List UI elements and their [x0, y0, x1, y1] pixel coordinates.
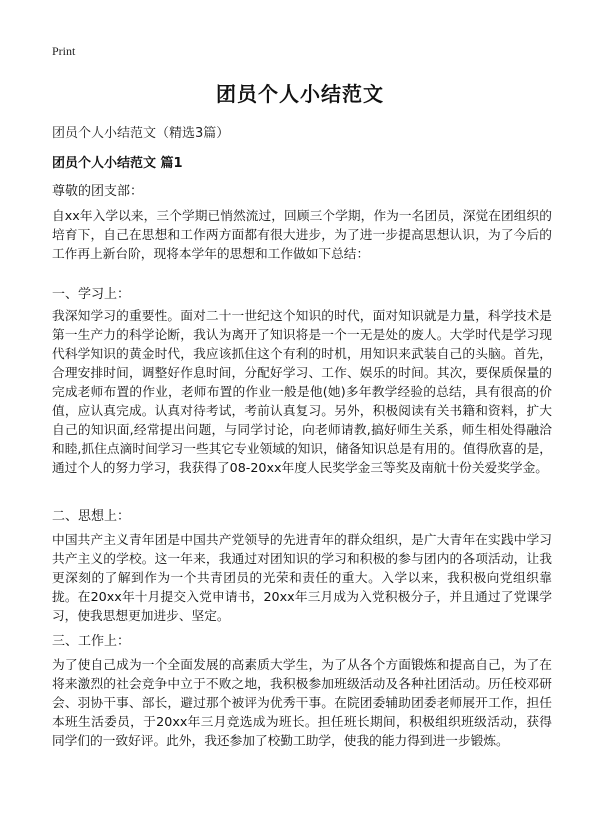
section-text-thought: 中国共产主义青年团是中国共产党领导的先进青年的群众组织，是广大青年在实践中学习共产主义的学校。这一年来，我通过对团知识的学习和积极的参与团内的各项活动，让我更深刻的了解到作为一个共青团员的光荣和责任的重大。入学以来，我积极向党组织靠拢。在20xx年十月提交入党申请书，20xx年三月成为入党积极分子，并且通过了党课学习，使我思想更加进步、坚定。: [52, 532, 552, 623]
section-text-study: 我深知学习的重要性。面对二十一世纪这个知识的时代，面对知识就是力量，科学技术是第一生产力的科学论断，我认为离开了知识将是一个一无是处的废人。大学时代是学习现代科学知识的黄金时代，我应该抓住这个有利的时机，用知识来武装自己的头脑。首先，合理安排时间，调整好作息时间，分配好学习、工作、娱乐的时间。其次，要保质保量的完成老师布置的作业，老师布置的作业一般是他(她)多年教学经验的总结，具有很高的价值，应认真完成。认真对待考试，考前认真复习。另外，积极阅读有关书籍和资料，扩大自己的知识面,经常提出问题，与同学讨论，向老师请教,搞好师生关系，师生相处得融洽和睦,抓住点滴时间学习一些其它专业领域的知识，储备知识总是有用的。值得欣喜的是，通过个人的努力学习，我获得了08-20xx年度人民奖学金三等奖及南航十份关爱奖学金。: [52, 308, 552, 475]
section-heading-thought: 二、思想上：: [52, 509, 131, 524]
section-heading-study: 一、学习上：: [52, 287, 131, 302]
print-link[interactable]: Print: [52, 44, 76, 58]
document-subtitle: 团员个人小结范文（精选3篇）: [52, 126, 230, 141]
section-text-work: 为了使自己成为一个全面发展的高素质大学生，为了从各个方面锻炼和提高自己，为了在将来激烈的社会竞争中立于不败之地，我积极参加班级活动及各种社团活动。历任校邓研会、羽协干事、部长，避过那个被评为优秀干事。在院团委辅助团委老师展开工作，担任本班生活委员，于20xx年三月竞选成为班长。担任班长期间，积极组织班级活动，获得同学们的一致好评。此外，我还参加了校勤工助学，使我的能力得到进一步锻炼。: [52, 657, 552, 748]
greeting: 尊敬的团支部：: [52, 184, 144, 199]
article-heading: 团员个人小结范文 篇1: [52, 156, 183, 171]
section-heading-work: 三、工作上：: [52, 634, 131, 649]
page-title: 团员个人小结范文: [216, 82, 384, 106]
intro-paragraph: 自xx年入学以来，三个学期已悄然流过，回顾三个学期，作为一名团员，深觉在团组织的培育下，自己在思想和工作两方面都有很大进步，为了进一步提高思想认识，为了今后的工作再上新台阶，现将本学年的思想和工作做如下总结：: [52, 208, 552, 261]
